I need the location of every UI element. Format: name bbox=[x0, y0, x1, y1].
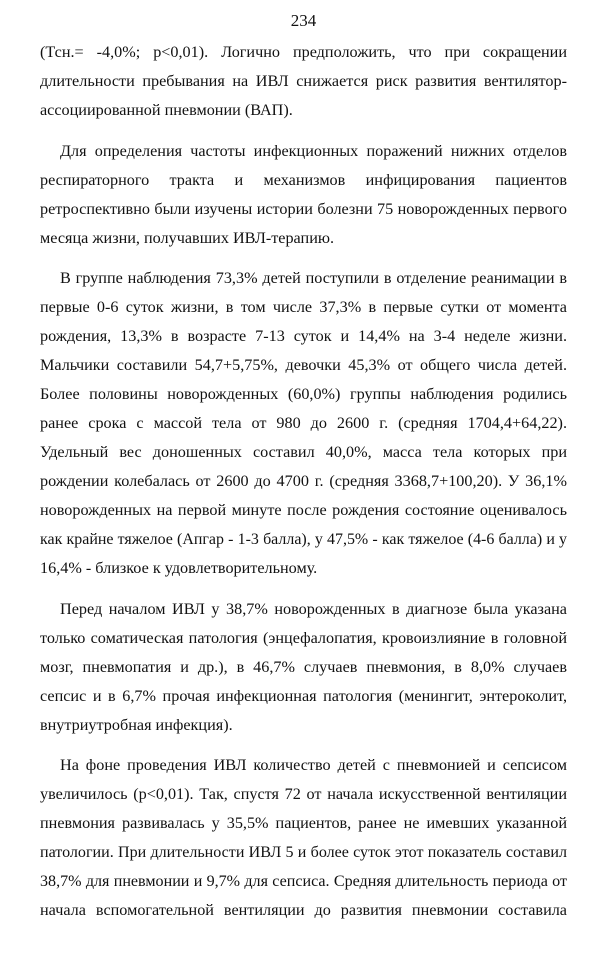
text-line: Мальчики составили 54,7+5,75%, девочки 45,3% от общего числа детей. bbox=[40, 356, 567, 374]
text-line: патологии. При длительности ИВЛ 5 и более суток этот показатель составил bbox=[40, 844, 567, 861]
text-line: рождения, 13,3% в возрасте 7-13 суток и 14,4% на 3-4 неделе жизни. bbox=[40, 327, 567, 345]
paragraph bbox=[40, 38, 567, 125]
text-line: как крайне тяжелое (Апгар - 1-3 балла), у 47,5% - как тяжелое (4-6 балла) и у bbox=[40, 531, 567, 548]
text-line: длительности пребывания на ИВЛ снижается риск развития вентилятор- bbox=[40, 72, 567, 90]
text-line: месяца жизни, получавших ИВЛ-терапию. bbox=[40, 228, 334, 247]
text-line: увеличилось (p<0,01). Так, спустя 72 от начала искусственной вентиляции bbox=[40, 785, 567, 803]
paragraph bbox=[40, 137, 567, 253]
text-line: сепсис и в 6,7% прочая инфекционная патология (менингит, энтероколит, bbox=[40, 686, 567, 705]
text-line: ассоциированной пневмонии (ВАП). bbox=[40, 101, 293, 119]
text-line: начала вспомогательной вентиляции до развития пневмонии составила bbox=[40, 901, 567, 919]
text-line: 38,7% для пневмонии и 9,7% для сепсиса. Средняя длительность периода от bbox=[40, 873, 567, 890]
text-line: В группе наблюдения 73,3% детей поступили в отделение реанимации в bbox=[60, 269, 567, 287]
text-line: Более половины новорожденных (60,0%) группы наблюдения родились bbox=[40, 385, 567, 403]
text-line: ранее срока с массой тела от 980 до 2600 г. (средняя 1704,4+64,22). bbox=[40, 414, 567, 432]
text-line: внутриутробная инфекция). bbox=[40, 715, 233, 734]
text-line: Удельный вес доношенных составил 40,0%, масса тела которых при bbox=[40, 443, 567, 461]
paragraph bbox=[40, 264, 567, 583]
paragraph bbox=[40, 595, 567, 740]
text-line: новорожденных на первой минуте после рождения состояние оценивалось bbox=[40, 501, 567, 519]
page-number: 234 bbox=[290, 11, 317, 30]
text-line: Перед началом ИВЛ у 38,7% новорожденных в диагнозе была указана bbox=[60, 599, 567, 618]
text-line: рождении колебалась от 2600 до 4700 г. (средняя 3368,7+100,20). У 36,1% bbox=[40, 472, 567, 490]
text-line: мозг, пневмопатия и др.), в 46,7% случаев пневмония, в 8,0% случаев bbox=[40, 657, 567, 676]
text-line: только соматическая патология (энцефалопатия, кровоизлияние в головной bbox=[40, 628, 567, 647]
text-line: Для определения частоты инфекционных поражений нижних отделов bbox=[60, 141, 567, 160]
paragraph bbox=[40, 751, 567, 925]
text-line: ретроспективно были изучены истории болезни 75 новорожденных первого bbox=[40, 199, 567, 218]
text-line: 16,4% - близкое к удовлетворительному. bbox=[40, 559, 318, 577]
text-line: На фоне проведения ИВЛ количество детей с пневмонией и сепсисом bbox=[60, 756, 567, 774]
text-line: (Тсн.= -4,0%; p<0,01). Логично предположить, что при сокращении bbox=[40, 43, 567, 61]
text-line: пневмония развивалась у 35,5% пациентов, ранее не имевших указанной bbox=[40, 814, 567, 832]
body-text bbox=[40, 38, 567, 937]
text-line: респираторного тракта и механизмов инфицирования пациентов bbox=[40, 170, 567, 189]
text-line: первые 0-6 суток жизни, в том числе 37,3% в первые сутки от момента bbox=[40, 298, 567, 316]
